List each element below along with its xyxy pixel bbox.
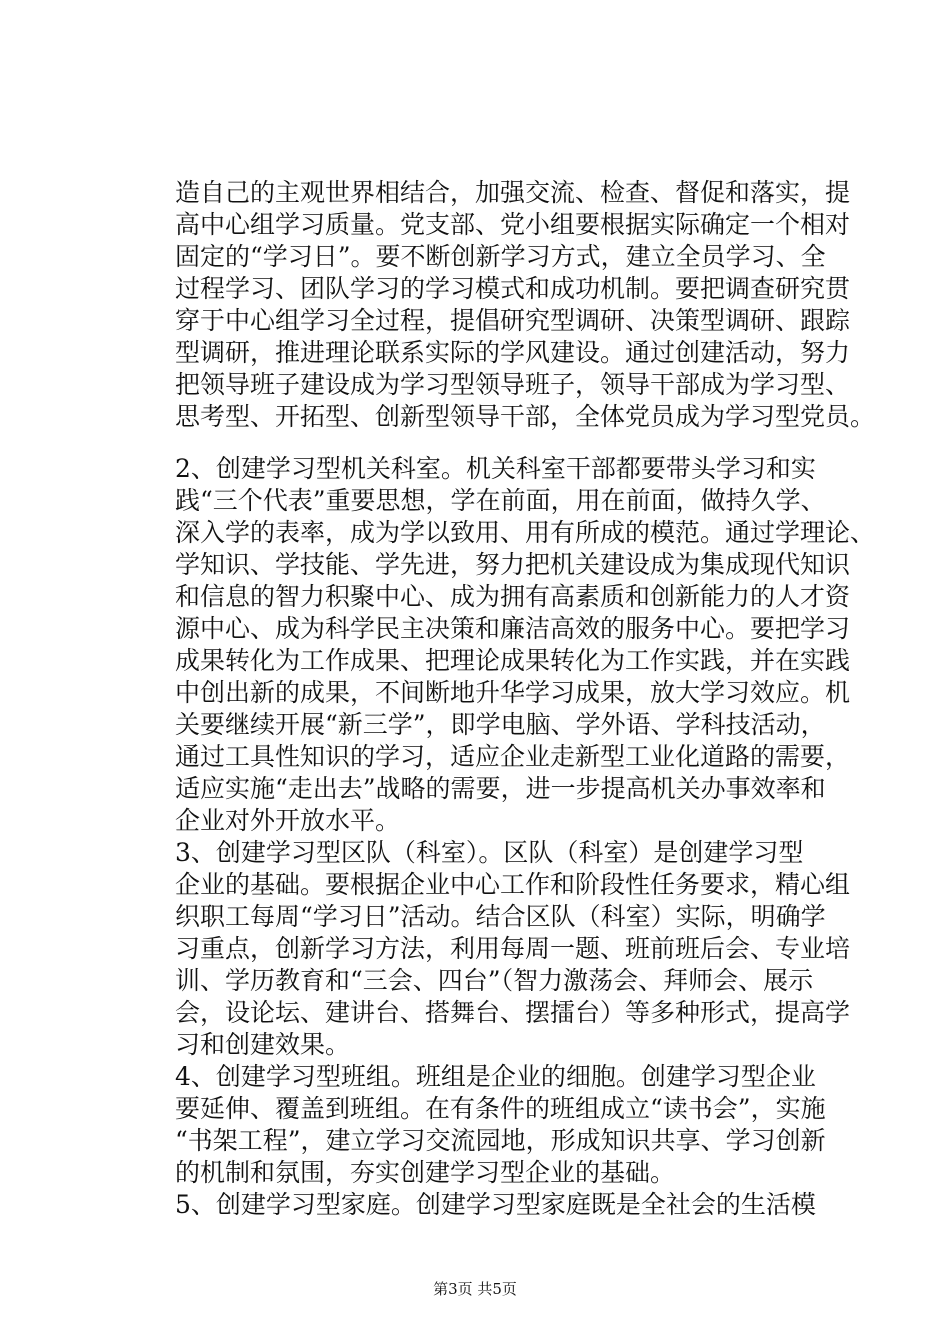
paragraph-start-line: 2、创建学习型机关科室。机关科室干部都要带头学习和实: [175, 454, 816, 483]
text-line: 中创出新的成果，不间断地升华学习成果，放大学习效应。机: [175, 678, 851, 707]
text-line: 的机制和氛围，夯实创建学习型企业的基础。: [175, 1158, 676, 1187]
text-line: 通过工具性知识的学习，适应企业走新型工业化道路的需要，: [175, 742, 851, 771]
text-line: 成果转化为工作成果、把理论成果转化为工作实践，并在实践: [175, 646, 851, 675]
text-line: 学知识、学技能、学先进，努力把机关建设成为集成现代知识: [175, 550, 851, 579]
text-line: 造自己的主观世界相结合，加强交流、检查、督促和落实，提: [175, 178, 851, 207]
text-line: 穿于中心组学习全过程，提倡研究型调研、决策型调研、跟踪: [175, 306, 851, 335]
text-line: 固定的“学习日”。要不断创新学习方式，建立全员学习、全: [175, 242, 826, 271]
text-line: 训、学历教育和“三会、四台”（智力激荡会、拜师会、展示: [175, 966, 814, 995]
text-line: 过程学习、团队学习的学习模式和成功机制。要把调查研究贯: [175, 274, 851, 303]
paragraph-start-line: 4、创建学习型班组。班组是企业的细胞。创建学习型企业: [175, 1062, 816, 1091]
text-line: 深入学的表率，成为学以致用、用有所成的模范。通过学理论、: [175, 518, 876, 547]
text-line: 企业的基础。要根据企业中心工作和阶段性任务要求，精心组: [175, 870, 851, 899]
text-line: 习和创建效果。: [175, 1030, 351, 1059]
paragraph-start-line: 5、创建学习型家庭。创建学习型家庭既是全社会的生活模: [175, 1190, 816, 1219]
text-line: 要延伸、覆盖到班组。在有条件的班组成立“读书会”，实施: [175, 1094, 826, 1123]
text-line: 企业对外开放水平。: [175, 806, 401, 835]
text-line: 践“三个代表”重要思想，学在前面，用在前面，做持久学、: [175, 486, 826, 515]
text-line: 习重点，创新学习方法，利用每周一题、班前班后会、专业培: [175, 934, 851, 963]
text-line: 会，设论坛、建讲台、搭舞台、摆擂台）等多种形式，提高学: [175, 998, 851, 1027]
text-line: 思考型、开拓型、创新型领导干部，全体党员成为学习型党员。: [175, 402, 876, 431]
text-line: 关要继续开展“新三学”，即学电脑、学外语、学科技活动，: [175, 710, 826, 739]
text-line: 高中心组学习质量。党支部、党小组要根据实际确定一个相对: [175, 210, 851, 239]
text-line: 型调研，推进理论联系实际的学风建设。通过创建活动，努力: [175, 338, 851, 367]
text-line: 和信息的智力积聚中心、成为拥有高素质和创新能力的人才资: [175, 582, 851, 611]
text-line: 适应实施“走出去”战略的需要，进一步提高机关办事效率和: [175, 774, 826, 803]
text-line: 织职工每周“学习日”活动。结合区队（科室）实际，明确学: [175, 902, 826, 931]
text-line: “书架工程”，建立学习交流园地，形成知识共享、学习创新: [175, 1126, 826, 1155]
paragraph-start-line: 3、创建学习型区队（科室）。区队（科室）是创建学习型: [175, 838, 804, 867]
text-line: 把领导班子建设成为学习型领导班子，领导干部成为学习型、: [175, 370, 851, 399]
text-line: 源中心、成为科学民主决策和廉洁高效的服务中心。要把学习: [175, 614, 851, 643]
page-number: 第3页 共5页: [433, 1280, 517, 1298]
